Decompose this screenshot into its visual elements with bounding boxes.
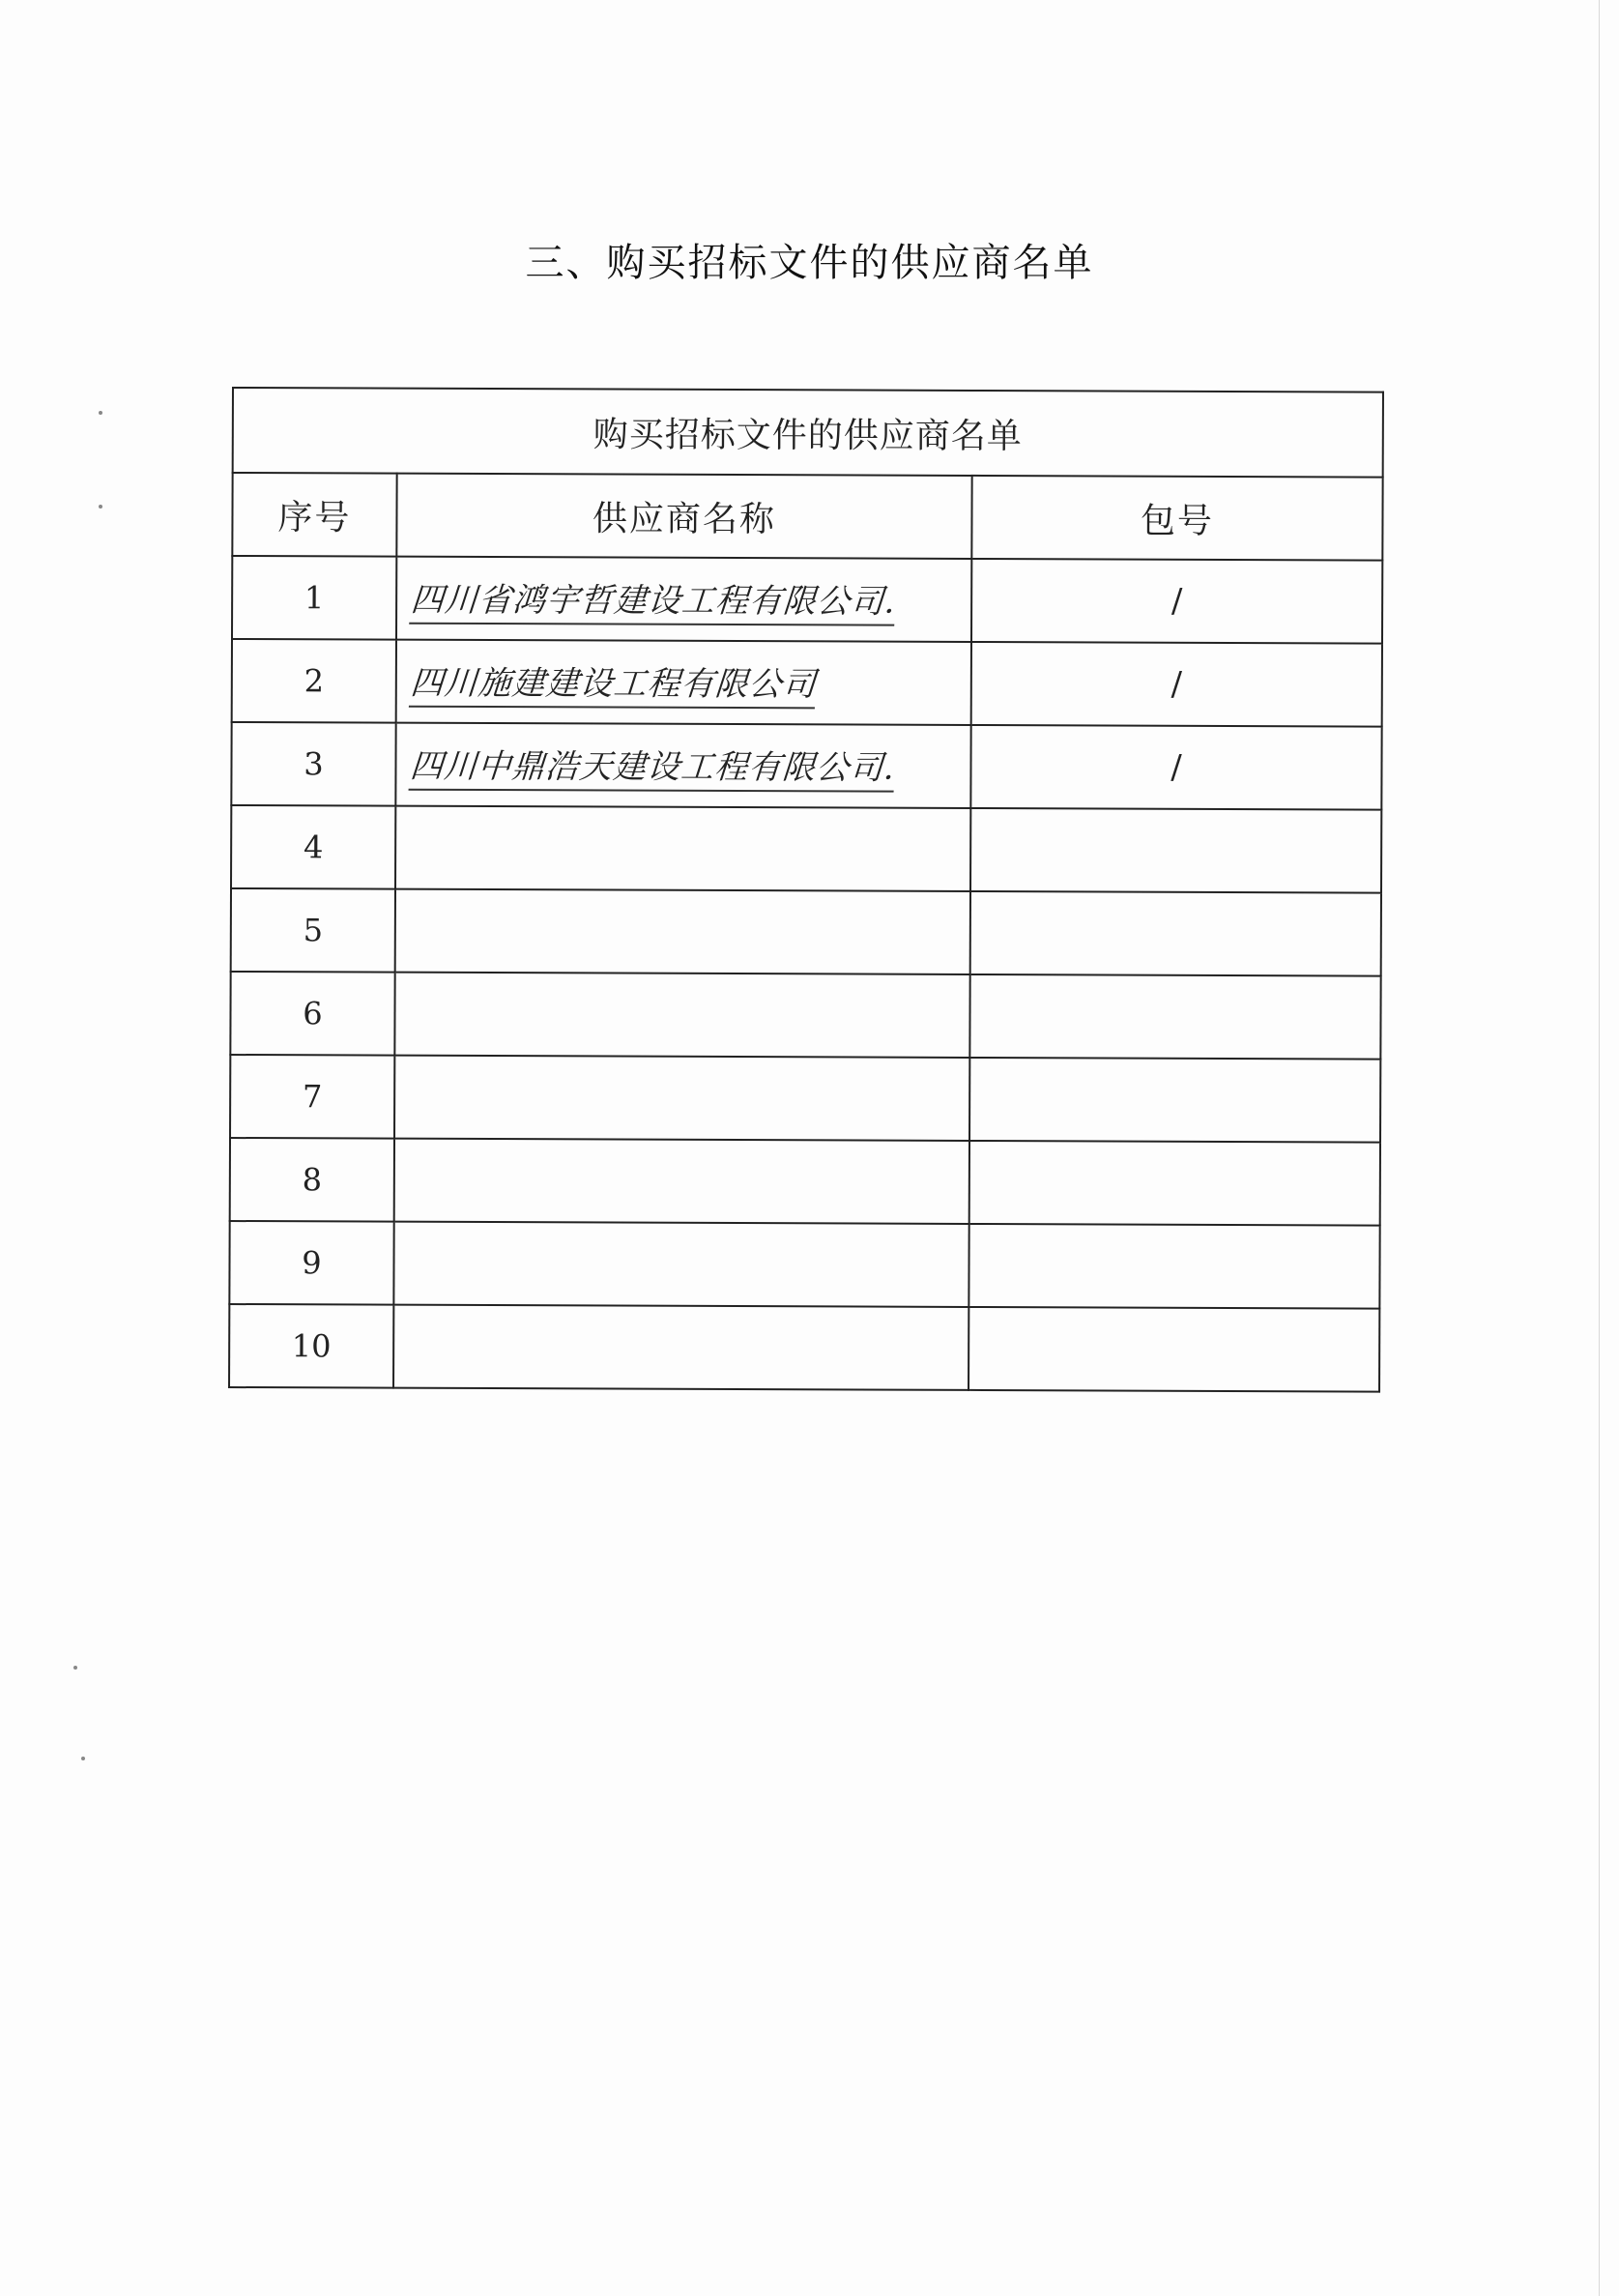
- supplier-name-text: 四川中鼎浩天建设工程有限公司.: [409, 739, 898, 792]
- supplier-name-cell: [394, 973, 969, 1058]
- page-title: 三、购买招标文件的供应商名单: [525, 241, 1094, 285]
- package-no-cell: [969, 974, 1380, 1060]
- header-supplier-name: 供应商名称: [396, 474, 971, 559]
- table-row: [229, 1304, 1379, 1392]
- row-no: 5: [231, 888, 395, 973]
- scan-speck: [99, 505, 102, 509]
- page-edge: [1599, 0, 1600, 2296]
- table-row: [232, 556, 1382, 644]
- package-no-cell: [970, 808, 1381, 893]
- table-row: [230, 1055, 1380, 1143]
- package-no-mark: /: [970, 725, 1381, 810]
- package-no-cell: [970, 891, 1381, 976]
- supplier-name-cell: [394, 1139, 969, 1224]
- package-no-mark: /: [971, 642, 1382, 727]
- row-no: 1: [232, 556, 396, 640]
- package-no-mark: /: [971, 559, 1382, 644]
- supplier-name-text: 四川省鸿宇哲建设工程有限公司.: [409, 572, 898, 625]
- package-no-cell: [969, 1307, 1379, 1392]
- table-row: [232, 639, 1382, 727]
- table-row: [231, 888, 1381, 976]
- row-no: 8: [230, 1138, 394, 1222]
- row-no: 2: [232, 639, 396, 723]
- package-no-cell: [969, 1224, 1379, 1309]
- row-no: 3: [231, 722, 395, 806]
- supplier-name-handwritten: [393, 557, 974, 642]
- scan-speck: [81, 1757, 85, 1760]
- supplier-name-cell: [393, 1222, 969, 1307]
- package-no-cell: [969, 1141, 1380, 1226]
- package-no-cell: [969, 1058, 1380, 1143]
- row-no: 9: [229, 1221, 393, 1305]
- table-row: [229, 1221, 1379, 1309]
- table-row: [231, 805, 1381, 893]
- header-no: 序号: [232, 473, 396, 557]
- table-header-row: [232, 473, 1382, 561]
- supplier-name-handwritten: [392, 723, 973, 808]
- row-no: 6: [230, 972, 394, 1056]
- supplier-name-cell: [395, 889, 970, 974]
- scan-speck: [99, 411, 102, 415]
- table-row: [230, 972, 1380, 1060]
- table-caption: 购买招标文件的供应商名单: [233, 388, 1383, 478]
- supplier-table: [228, 387, 1384, 1393]
- table-row: [231, 722, 1381, 810]
- supplier-name-text: 四川施建建设工程有限公司: [409, 655, 819, 709]
- supplier-name-cell: [395, 806, 970, 891]
- supplier-table-wrapper: [228, 387, 1382, 1393]
- row-no: 4: [231, 805, 395, 889]
- header-package-no: 包号: [971, 476, 1382, 561]
- table-row: [230, 1138, 1380, 1226]
- supplier-name-cell: [394, 1056, 969, 1141]
- supplier-name-handwritten: [393, 640, 974, 725]
- row-no: 10: [229, 1304, 393, 1388]
- table-caption-row: [233, 388, 1383, 478]
- supplier-name-cell: [393, 1305, 969, 1390]
- scan-speck: [73, 1666, 77, 1670]
- row-no: 7: [230, 1055, 394, 1139]
